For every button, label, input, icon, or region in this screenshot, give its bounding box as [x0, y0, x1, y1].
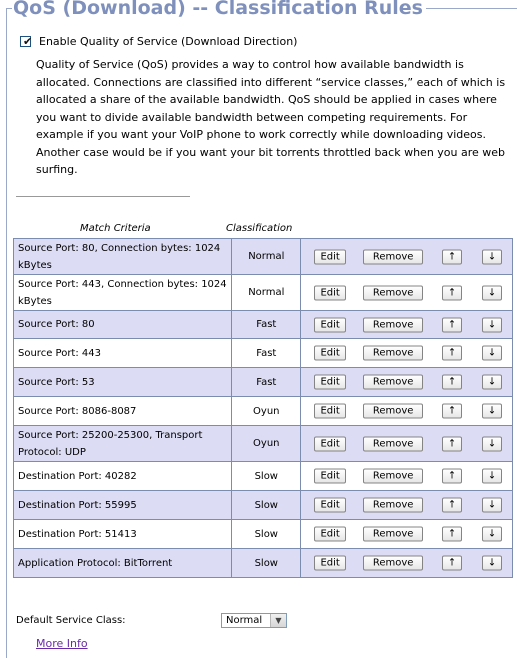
- remove-button[interactable]: Remove: [363, 498, 423, 513]
- rule-actions: [301, 368, 513, 397]
- move-down-button[interactable]: ↓: [482, 436, 502, 451]
- rule-criteria: Source Port: 443, Connection bytes: 1024 kBytes: [14, 275, 232, 311]
- table-row: [14, 368, 513, 397]
- remove-button[interactable]: Remove: [363, 404, 423, 419]
- edit-button[interactable]: Edit: [314, 346, 346, 361]
- rule-criteria: Destination Port: 40282: [14, 462, 232, 491]
- move-down-button[interactable]: ↓: [482, 498, 502, 513]
- check-icon: ✔: [23, 35, 33, 48]
- rule-actions: [301, 520, 513, 549]
- qos-description: Quality of Service (QoS) provides a way to control how available bandwidth is allocated. Connections are classified into different “service classes,” each of which is allocated a share of the available bandwidth. QoS should be applied in cases where you want to divide available bandwidth between competing requirements. For example if you want your VoIP phone to work correctly while downloading videos. Another case would be if you want your bit torrents throttled back when you are web surfing.: [36, 58, 506, 176]
- rule-actions: [301, 397, 513, 426]
- table-row: [14, 275, 513, 311]
- classification-rules-table: [13, 238, 513, 578]
- edit-button[interactable]: Edit: [314, 469, 346, 484]
- chevron-down-icon[interactable]: ▼: [270, 614, 286, 627]
- remove-button[interactable]: Remove: [363, 346, 423, 361]
- rule-classification: Fast: [232, 339, 301, 368]
- enable-qos-row[interactable]: [20, 35, 297, 48]
- move-up-button[interactable]: ↑: [442, 249, 462, 264]
- move-up-button[interactable]: ↑: [442, 469, 462, 484]
- table-row: [14, 491, 513, 520]
- move-down-button[interactable]: ↓: [482, 527, 502, 542]
- move-up-button[interactable]: ↑: [442, 285, 462, 300]
- edit-button[interactable]: Edit: [314, 375, 346, 390]
- rule-criteria: Source Port: 80, Connection bytes: 1024 kBytes: [14, 239, 232, 275]
- header-classification: Classification: [226, 223, 293, 234]
- move-down-button[interactable]: ↓: [482, 317, 502, 332]
- more-info-link[interactable]: More Info: [36, 637, 88, 650]
- rule-classification: Fast: [232, 311, 301, 339]
- remove-button[interactable]: Remove: [363, 285, 423, 300]
- table-row: [14, 426, 513, 462]
- rule-criteria: Application Protocol: BitTorrent: [14, 549, 232, 578]
- remove-button[interactable]: Remove: [363, 317, 423, 332]
- table-row: [14, 520, 513, 549]
- header-match-criteria: Match Criteria: [80, 223, 151, 234]
- edit-button[interactable]: Edit: [314, 436, 346, 451]
- edit-button[interactable]: Edit: [314, 527, 346, 542]
- default-service-class-value: Normal: [226, 615, 263, 626]
- rule-classification: Slow: [232, 520, 301, 549]
- move-down-button[interactable]: ↓: [482, 469, 502, 484]
- rule-actions: [301, 311, 513, 339]
- rule-actions: [301, 426, 513, 462]
- rule-classification: Oyun: [232, 426, 301, 462]
- move-up-button[interactable]: ↑: [442, 436, 462, 451]
- edit-button[interactable]: Edit: [314, 249, 346, 264]
- table-row: [14, 239, 513, 275]
- edit-button[interactable]: Edit: [314, 285, 346, 300]
- default-service-class-label: Default Service Class:: [16, 615, 126, 626]
- rule-actions: [301, 549, 513, 578]
- divider: [16, 196, 190, 197]
- rule-classification: Fast: [232, 368, 301, 397]
- edit-button[interactable]: Edit: [314, 556, 346, 571]
- rule-criteria: Destination Port: 51413: [14, 520, 232, 549]
- move-down-button[interactable]: ↓: [482, 285, 502, 300]
- move-down-button[interactable]: ↓: [482, 249, 502, 264]
- move-down-button[interactable]: ↓: [482, 556, 502, 571]
- rule-classification: Normal: [232, 275, 301, 311]
- edit-button[interactable]: Edit: [314, 498, 346, 513]
- move-up-button[interactable]: ↑: [442, 317, 462, 332]
- move-up-button[interactable]: ↑: [442, 346, 462, 361]
- rule-criteria: Destination Port: 55995: [14, 491, 232, 520]
- remove-button[interactable]: Remove: [363, 375, 423, 390]
- enable-qos-label: Enable Quality of Service (Download Direction): [39, 35, 298, 48]
- move-up-button[interactable]: ↑: [442, 498, 462, 513]
- move-down-button[interactable]: ↓: [482, 404, 502, 419]
- rule-criteria: Source Port: 25200-25300, Transport Protocol: UDP: [14, 426, 232, 462]
- remove-button[interactable]: Remove: [363, 249, 423, 264]
- rule-classification: Slow: [232, 462, 301, 491]
- rule-classification: Slow: [232, 549, 301, 578]
- table-row: [14, 397, 513, 426]
- edit-button[interactable]: Edit: [314, 404, 346, 419]
- rule-criteria: Source Port: 8086-8087: [14, 397, 232, 426]
- rule-actions: [301, 275, 513, 311]
- rule-actions: [301, 462, 513, 491]
- rule-actions: [301, 491, 513, 520]
- edit-button[interactable]: Edit: [314, 317, 346, 332]
- rule-criteria: Source Port: 443: [14, 339, 232, 368]
- rule-classification: Normal: [232, 239, 301, 275]
- default-service-class-select[interactable]: [221, 613, 287, 628]
- table-row: [14, 462, 513, 491]
- table-row: [14, 549, 513, 578]
- move-down-button[interactable]: ↓: [482, 375, 502, 390]
- remove-button[interactable]: Remove: [363, 556, 423, 571]
- remove-button[interactable]: Remove: [363, 469, 423, 484]
- remove-button[interactable]: Remove: [363, 527, 423, 542]
- rule-criteria: Source Port: 80: [14, 311, 232, 339]
- enable-qos-checkbox[interactable]: [20, 36, 31, 47]
- rule-classification: Slow: [232, 491, 301, 520]
- move-up-button[interactable]: ↑: [442, 527, 462, 542]
- move-down-button[interactable]: ↓: [482, 346, 502, 361]
- rule-actions: [301, 239, 513, 275]
- table-row: [14, 339, 513, 368]
- rule-classification: Oyun: [232, 397, 301, 426]
- rule-criteria: Source Port: 53: [14, 368, 232, 397]
- page-title: QoS (Download) -- Classification Rules: [12, 0, 426, 20]
- move-up-button[interactable]: ↑: [442, 404, 462, 419]
- remove-button[interactable]: Remove: [363, 436, 423, 451]
- move-up-button[interactable]: ↑: [442, 556, 462, 571]
- table-row: [14, 311, 513, 339]
- move-up-button[interactable]: ↑: [442, 375, 462, 390]
- rule-actions: [301, 339, 513, 368]
